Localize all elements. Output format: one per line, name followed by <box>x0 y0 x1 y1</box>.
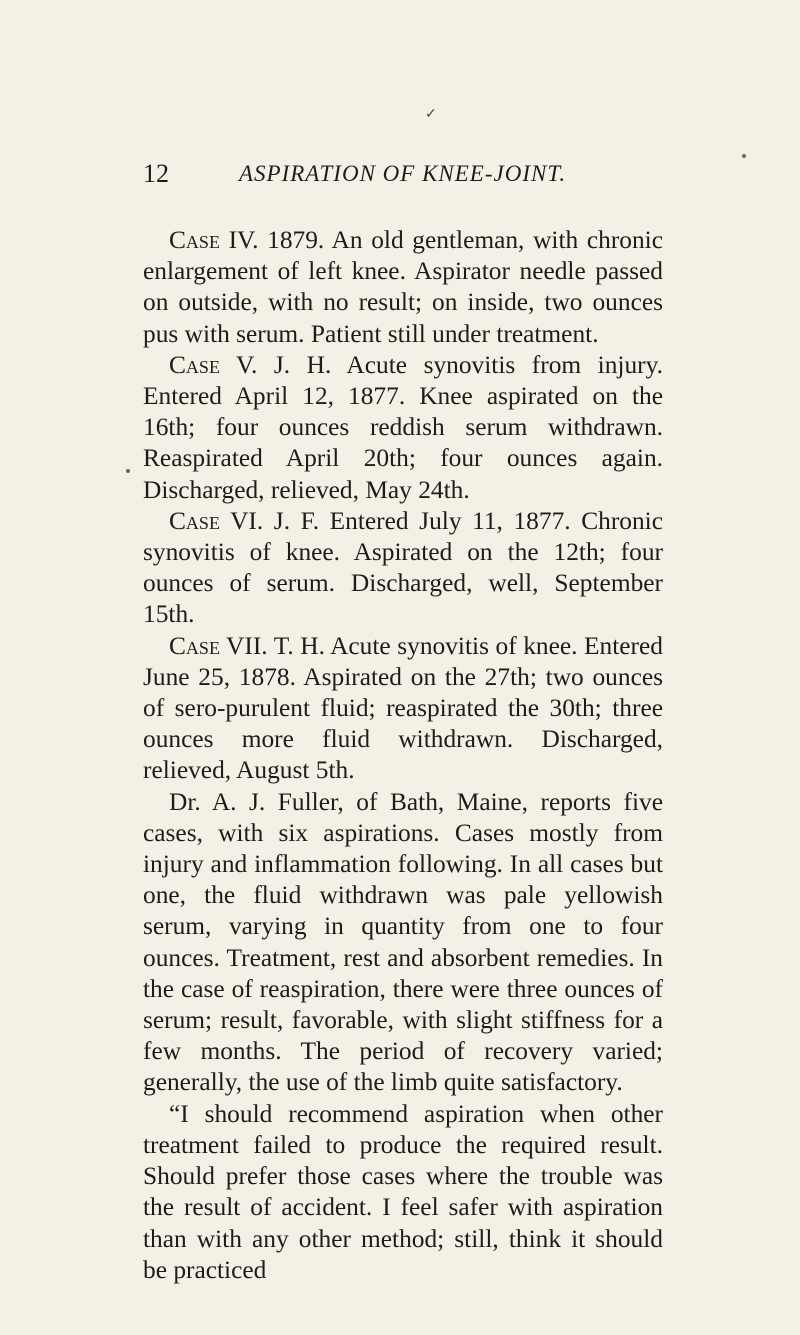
stray-dot <box>742 154 746 158</box>
case-label: Case IV. <box>169 226 259 254</box>
case-label: Case V. <box>169 350 258 379</box>
running-title: ASPIRATION OF KNEE-JOINT. <box>239 161 567 186</box>
paragraph-case-vii <box>143 631 663 787</box>
case-label: Case VII. <box>169 631 268 660</box>
paragraph-case-vi <box>143 506 663 631</box>
body-text <box>143 225 663 1286</box>
paragraph-quotation <box>143 1099 663 1286</box>
paragraph-case-iv <box>143 225 663 350</box>
paragraph-text: T. H. Acute synovitis of knee. Entered June 25, 1878. Aspirated on the 27th; two ounces of sero-purulent fluid; reaspirated the 30th; three ounces more fluid withdrawn. Discharged, relieved, August 5th. <box>143 631 663 785</box>
paragraph-text: J. F. Entered July 11, 1877. Chronic synovitis of knee. Aspirated on the 12th; four ounces of serum. Discharged, well, September 15th. <box>143 506 663 629</box>
stray-dot <box>126 469 130 473</box>
case-label: Case VI. <box>169 506 264 535</box>
stray-mark: ✓ <box>425 107 437 122</box>
paragraph-text: Dr. A. J. Fuller, of Bath, Maine, reports five cases, with six aspirations. Cases mostly from injury and inflammation following. In all cases but one, the fluid withdrawn was pale yellowish serum, varying in quantity from one to four ounces. Treatment, rest and absorbent remedies. In the case of reaspiration, there were three ounces of serum; result, favorable, with slight stiffness for a few months. The period of recovery varied; generally, the use of the limb quite satisfactory. <box>143 787 663 1097</box>
page-number: 12 <box>143 159 169 188</box>
paragraph-fuller-report <box>143 787 663 1099</box>
paragraph-text: “I should recommend aspiration when other treatment failed to produce the required result. Should prefer those cases where the trouble was the result of accident. I feel safer with aspiration than with any other method; still, think it should be practiced <box>143 1099 663 1284</box>
paragraph-text: J. H. Acute synovitis from injury. Entered April 12, 1877. Knee aspirated on the 16th; four ounces reddish serum withdrawn. Reaspirated April 20th; four ounces again. Discharged, relieved, May 24th. <box>143 350 663 504</box>
paragraph-case-v <box>143 350 663 506</box>
paragraph-text: 1879. An old gentleman, with chronic enlargement of left knee. Aspirator needle passed on outside, with no result; on inside, two ounces pus with serum. Patient still under treatment. <box>143 226 663 348</box>
